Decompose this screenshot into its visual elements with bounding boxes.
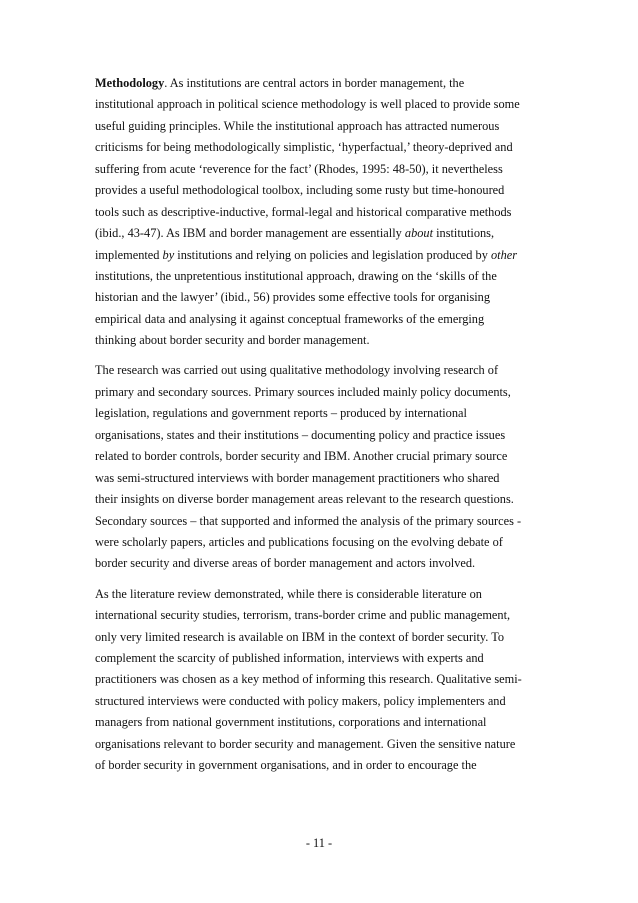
text-line <box>95 584 550 605</box>
text-run: institutions, the unpretentious institutional approach, drawing on the ‘skills of the <box>95 268 497 283</box>
text-run: As the literature review demonstrated, while there is considerable literature on <box>95 586 482 601</box>
text-line <box>95 266 550 287</box>
text-line <box>95 691 550 712</box>
paragraph <box>95 584 550 777</box>
text-line <box>95 245 550 266</box>
text-run: primary and secondary sources. Primary sources included mainly policy documents, <box>95 384 511 399</box>
text-run: institutions and relying on policies and legislation produced by <box>174 247 491 262</box>
text-run: The research was carried out using qualitative methodology involving research of <box>95 363 499 378</box>
text-line <box>95 73 550 94</box>
text-run: institutions, <box>433 226 495 241</box>
text-run: thinking about border security and border management. <box>95 333 370 348</box>
text-line <box>95 605 550 626</box>
text-line <box>95 116 550 137</box>
text-line <box>95 446 550 467</box>
text-run: Secondary sources – that supported and informed the analysis of the primary sources - <box>95 513 522 528</box>
text-run: only very limited research is available on IBM in the context of border security. To <box>95 629 505 644</box>
text-line <box>95 330 550 351</box>
text-run: practitioners was chosen as a key method of informing this research. Qualitative semi- <box>95 672 522 687</box>
text-line <box>95 627 550 648</box>
text-run: criticisms for being methodologically simplistic, ‘hyperfactual,’ theory-deprived and <box>95 140 513 155</box>
text-line <box>95 137 550 158</box>
text-run: . As institutions are central actors in border management, the <box>164 76 465 90</box>
text-run: organisations relevant to border security and management. Given the sensitive nature <box>95 736 516 751</box>
text-line <box>95 403 550 424</box>
text-line <box>95 180 550 201</box>
text-line <box>95 468 550 489</box>
text-line <box>95 425 550 446</box>
text-line <box>95 309 550 330</box>
paragraph <box>95 360 550 574</box>
emphasis-text: by <box>162 247 175 262</box>
text-run: managers from national government institutions, corporations and international <box>95 715 487 730</box>
text-line <box>95 532 550 553</box>
text-run: complement the scarcity of published information, interviews with experts and <box>95 650 484 665</box>
text-line <box>95 734 550 755</box>
text-run: useful guiding principles. While the institutional approach has attracted numerous <box>95 118 500 133</box>
text-run: empirical data and analysing it against conceptual frameworks of the emerging <box>95 311 485 326</box>
text-run: of border security in government organisations, and in order to encourage the <box>95 758 477 773</box>
text-line <box>95 511 550 532</box>
text-run: tools such as descriptive-inductive, formal-legal and historical comparative methods <box>95 204 512 219</box>
text-run: institutional approach in political science methodology is well placed to provide some <box>95 97 520 112</box>
body-text <box>95 73 550 785</box>
text-run: border security and diverse areas of border management and actors involved. <box>95 556 476 571</box>
text-run: their insights on diverse border management areas relevant to the research questions. <box>95 492 514 507</box>
text-line <box>95 223 550 244</box>
text-line <box>95 648 550 669</box>
paragraph <box>95 73 550 352</box>
text-run: international security studies, terrorism, trans-border crime and public management, <box>95 608 511 623</box>
text-run: was semi-structured interviews with border management practitioners who shared <box>95 470 500 485</box>
text-line <box>95 159 550 180</box>
text-run: provides a useful methodological toolbox, including some rusty but time-honoured <box>95 183 505 198</box>
emphasis-text: about <box>404 226 434 241</box>
text-run: related to border controls, border security and IBM. Another crucial primary source <box>95 449 508 464</box>
text-line <box>95 360 550 381</box>
text-run: were scholarly papers, articles and publications focusing on the evolving debate of <box>95 534 503 549</box>
text-line <box>95 202 550 223</box>
text-line <box>95 669 550 690</box>
text-line <box>95 553 550 574</box>
text-run: implemented <box>95 247 163 262</box>
text-run: suffering from acute ‘reverence for the fact’ (Rhodes, 1995: 48-50), it nevertheless <box>95 161 503 176</box>
page-number: - 11 - <box>305 836 333 850</box>
text-line <box>95 382 550 403</box>
text-run: (ibid., 43-47). As IBM and border management are essentially <box>95 226 405 241</box>
text-line <box>95 287 550 308</box>
text-line <box>95 94 550 115</box>
text-line <box>95 489 550 510</box>
emphasis-text: other <box>490 247 518 262</box>
text-run: organisations, states and their institutions – documenting policy and practice issues <box>95 427 506 442</box>
heading-text: Methodology <box>95 76 165 90</box>
text-line <box>95 712 550 733</box>
text-run: legislation, regulations and government reports – produced by international <box>95 406 467 421</box>
text-run: structured interviews were conducted with policy makers, policy implementers and <box>95 693 506 708</box>
text-line <box>95 755 550 776</box>
text-run: historian and the lawyer’ (ibid., 56) provides some effective tools for organising <box>95 290 491 305</box>
